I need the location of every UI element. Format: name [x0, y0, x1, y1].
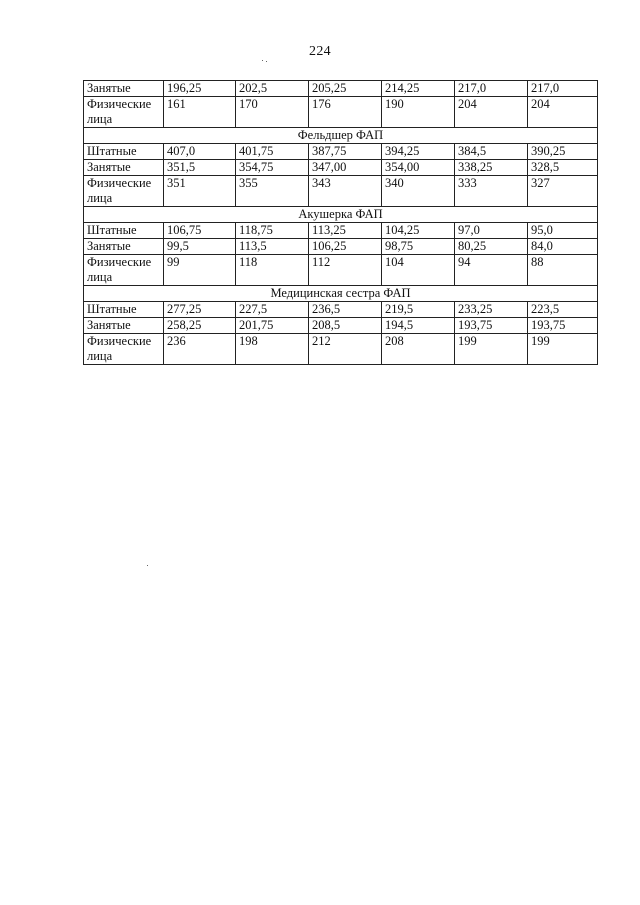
- value-cell: 104,25: [382, 223, 455, 239]
- row-label: Штатные: [84, 302, 164, 318]
- value-cell: 113,5: [236, 239, 309, 255]
- table-row: [84, 239, 598, 255]
- section-header-row: [84, 286, 598, 302]
- row-label: Штатные: [84, 223, 164, 239]
- row-label: Физические лица: [84, 334, 164, 365]
- table-row: [84, 160, 598, 176]
- section-title: Медицинская сестра ФАП: [84, 286, 598, 302]
- scan-speck: [262, 60, 263, 61]
- value-cell: 204: [528, 97, 598, 128]
- value-cell: 333: [455, 176, 528, 207]
- row-label: Занятые: [84, 160, 164, 176]
- value-cell: 80,25: [455, 239, 528, 255]
- value-cell: 193,75: [455, 318, 528, 334]
- value-cell: 201,75: [236, 318, 309, 334]
- value-cell: 202,5: [236, 81, 309, 97]
- value-cell: 394,25: [382, 144, 455, 160]
- value-cell: 194,5: [382, 318, 455, 334]
- value-cell: 384,5: [455, 144, 528, 160]
- value-cell: 236: [164, 334, 236, 365]
- value-cell: 351,5: [164, 160, 236, 176]
- value-cell: 219,5: [382, 302, 455, 318]
- value-cell: 205,25: [309, 81, 382, 97]
- table-row: [84, 81, 598, 97]
- section-title: Фельдшер ФАП: [84, 128, 598, 144]
- value-cell: 104: [382, 255, 455, 286]
- value-cell: 401,75: [236, 144, 309, 160]
- value-cell: 355: [236, 176, 309, 207]
- value-cell: 354,00: [382, 160, 455, 176]
- row-label: Физические лица: [84, 255, 164, 286]
- value-cell: 161: [164, 97, 236, 128]
- value-cell: 227,5: [236, 302, 309, 318]
- value-cell: 176: [309, 97, 382, 128]
- table-row: [84, 97, 598, 128]
- value-cell: 204: [455, 97, 528, 128]
- value-cell: 340: [382, 176, 455, 207]
- value-cell: 343: [309, 176, 382, 207]
- value-cell: 193,75: [528, 318, 598, 334]
- value-cell: 112: [309, 255, 382, 286]
- value-cell: 196,25: [164, 81, 236, 97]
- value-cell: 97,0: [455, 223, 528, 239]
- value-cell: 88: [528, 255, 598, 286]
- value-cell: 84,0: [528, 239, 598, 255]
- value-cell: 106,25: [309, 239, 382, 255]
- value-cell: 199: [455, 334, 528, 365]
- staffing-table: [83, 80, 598, 365]
- value-cell: 118: [236, 255, 309, 286]
- section-header-row: [84, 207, 598, 223]
- value-cell: 113,25: [309, 223, 382, 239]
- value-cell: 338,25: [455, 160, 528, 176]
- value-cell: 223,5: [528, 302, 598, 318]
- value-cell: 217,0: [528, 81, 598, 97]
- row-label: Физические лица: [84, 176, 164, 207]
- value-cell: 327: [528, 176, 598, 207]
- value-cell: 98,75: [382, 239, 455, 255]
- page-number: 224: [309, 44, 331, 59]
- value-cell: 214,25: [382, 81, 455, 97]
- table-row: [84, 302, 598, 318]
- value-cell: 106,75: [164, 223, 236, 239]
- table-row: [84, 144, 598, 160]
- value-cell: 212: [309, 334, 382, 365]
- value-cell: 354,75: [236, 160, 309, 176]
- value-cell: 198: [236, 334, 309, 365]
- row-label: Физические лица: [84, 97, 164, 128]
- value-cell: 99,5: [164, 239, 236, 255]
- row-label: Занятые: [84, 81, 164, 97]
- value-cell: 236,5: [309, 302, 382, 318]
- value-cell: 347,00: [309, 160, 382, 176]
- value-cell: 258,25: [164, 318, 236, 334]
- scan-speck: [147, 565, 148, 566]
- table-row: [84, 318, 598, 334]
- value-cell: 328,5: [528, 160, 598, 176]
- value-cell: 277,25: [164, 302, 236, 318]
- table-body: [84, 81, 598, 365]
- table-row: [84, 176, 598, 207]
- value-cell: 94: [455, 255, 528, 286]
- value-cell: 199: [528, 334, 598, 365]
- section-title: Акушерка ФАП: [84, 207, 598, 223]
- value-cell: 390,25: [528, 144, 598, 160]
- value-cell: 170: [236, 97, 309, 128]
- value-cell: 387,75: [309, 144, 382, 160]
- value-cell: 99: [164, 255, 236, 286]
- table-row: [84, 223, 598, 239]
- section-header-row: [84, 128, 598, 144]
- scan-speck: [266, 61, 267, 62]
- row-label: Занятые: [84, 239, 164, 255]
- value-cell: 208: [382, 334, 455, 365]
- value-cell: 233,25: [455, 302, 528, 318]
- value-cell: 95,0: [528, 223, 598, 239]
- value-cell: 217,0: [455, 81, 528, 97]
- value-cell: 351: [164, 176, 236, 207]
- value-cell: 208,5: [309, 318, 382, 334]
- row-label: Штатные: [84, 144, 164, 160]
- value-cell: 407,0: [164, 144, 236, 160]
- row-label: Занятые: [84, 318, 164, 334]
- table-row: [84, 255, 598, 286]
- value-cell: 190: [382, 97, 455, 128]
- table-row: [84, 334, 598, 365]
- value-cell: 118,75: [236, 223, 309, 239]
